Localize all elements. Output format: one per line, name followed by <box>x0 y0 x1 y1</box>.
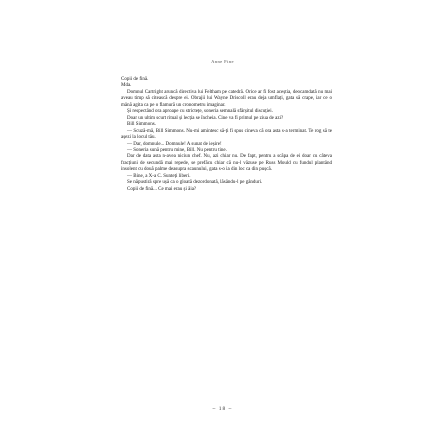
paragraph: Domnul Cartright aruncă directiva lui Feltham pe catedră. Orice ar fi fost aceștia, deocamdată nu mai aveau timp să citească despre ei. Obrajii lui Wayne Driscoll erau deja umflați, gata să crape, iar ce o mână agita ca pe o flamură un cronometru imaginar. <box>121 89 332 108</box>
paragraph: Copii de fină... Ce mai erau și ăia? <box>127 186 197 192</box>
paragraph: Se năpustiră spre ușă ca o gloată dezordonată, lăsându-l pe gânduri. <box>127 180 263 186</box>
paragraph: Bill Simmons. <box>127 122 156 128</box>
paragraph: Doar un ultim scurt ritual și lecția se încheia. Cine va fi primul pe ziua de azi? <box>127 115 284 121</box>
paragraph: Mda. <box>121 83 132 89</box>
paragraph: — Scuză-mă, Bill Simmons. Nu-mi amintesc să-ți fi spus cineva că ora asta s-a terminat. Te rog să te așezi la locul tău. <box>121 128 332 141</box>
body-text <box>121 77 332 193</box>
paragraph: — Dar, domnule... Domnule! A sunat de ieșire! <box>127 141 222 147</box>
paragraph: — Bine, a X-a C. Sunteți liberi. <box>127 173 191 179</box>
page-number: ~ 18 ~ <box>212 406 233 412</box>
paragraph: Dar de data asta n-avea niciun chef. Nu, azi chiar nu. De fapt, pentru a scăpa de ei doar cu câteva fracțiuni de secundă mai repede, se prefăcu chiar că nu-l văzuse pe Russ Mould cu fundul plantând insolent cu două palme deasupra scaunului, gata s-o ia din loc ca din pușcă. <box>121 154 332 173</box>
paragraph: Copii de fină. <box>121 77 149 82</box>
paragraph: — Soneria sună pentru mine, Bill. Nu pentru tine. <box>127 147 227 153</box>
running-head: Anne Fine <box>211 59 234 64</box>
paragraph: Și respectând ora aproape cu strictețe, soneria semnală sfârșitul discuției. <box>127 109 273 115</box>
